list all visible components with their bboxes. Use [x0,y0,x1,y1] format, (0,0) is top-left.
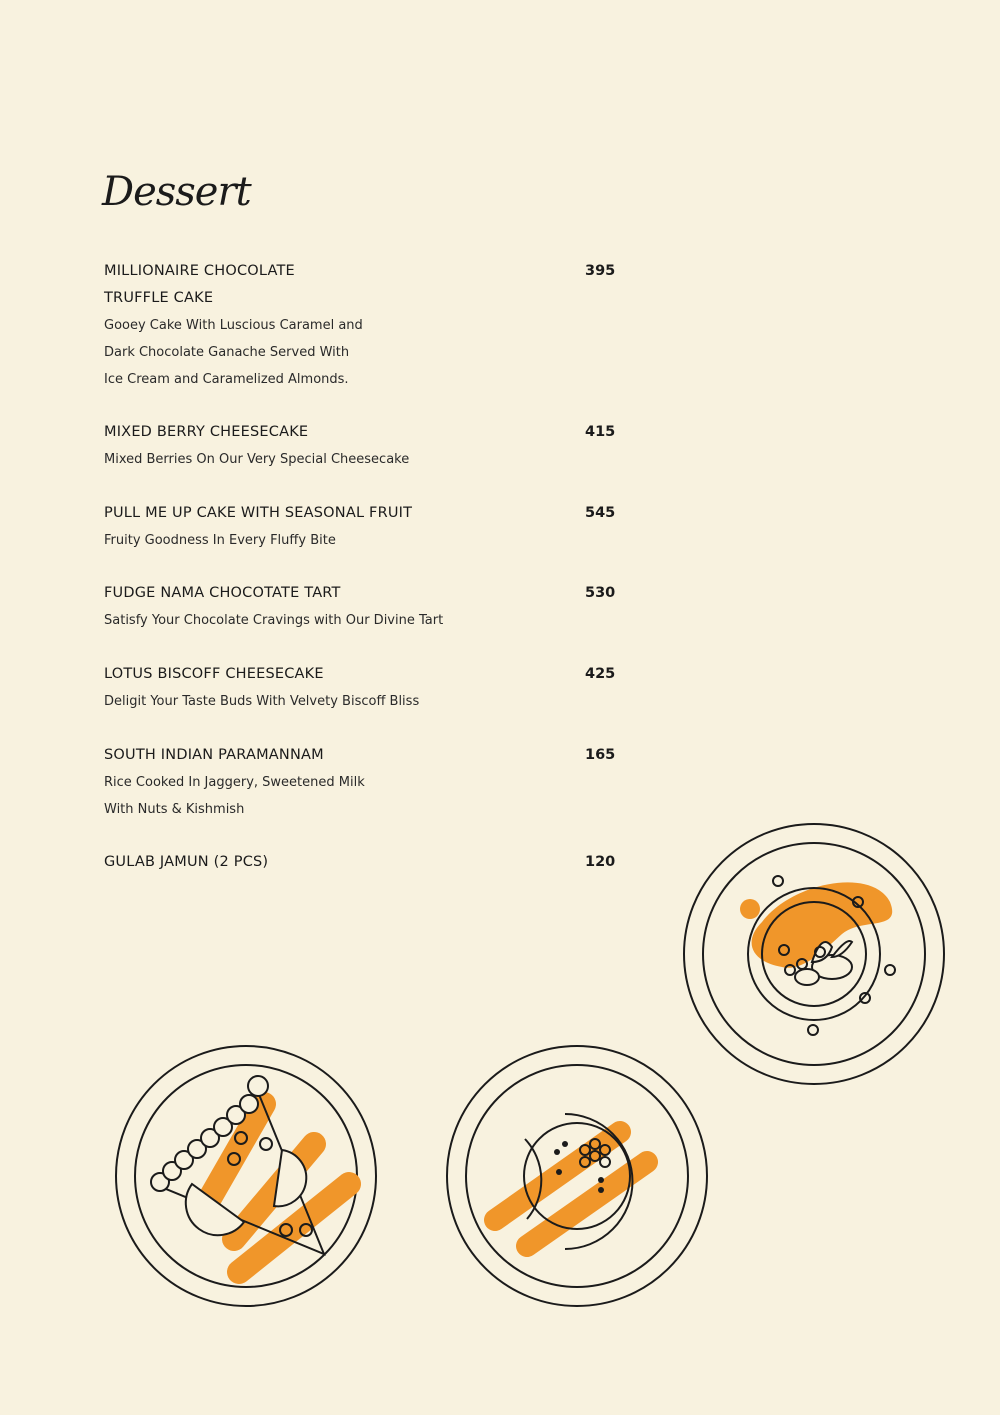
item-price: 165 [585,747,616,763]
item-name: MIXED BERRY CHEESECAKE [104,424,309,440]
item-description: Rice Cooked In Jaggery, Sweetened Milk With Nuts & Kishmish [104,775,365,817]
item-name: LOTUS BISCOFF CHEESECAKE [104,666,324,682]
item-name: MILLIONAIRE CHOCOLATE TRUFFLE CAKE [104,263,295,306]
item-name: FUDGE NAMA CHOCOTATE TART [104,585,341,601]
item-description: Deligit Your Taste Buds With Velvety Biscoff Bliss [104,694,420,709]
item-name: PULL ME UP CAKE WITH SEASONAL FRUIT [104,505,413,521]
item-description: Fruity Goodness In Every Fluffy Bite [104,533,336,548]
item-price: 545 [585,505,616,521]
menu-item [104,849,624,876]
dessert-plate-cheesecake-icon [682,822,946,1086]
item-price: 530 [585,585,616,601]
menu-item [104,258,624,393]
item-price: 425 [585,666,616,682]
item-name: GULAB JAMUN (2 PCS) [104,854,269,870]
menu-item [104,661,624,715]
menu-item [104,742,624,823]
menu-item [104,419,624,473]
dessert-plate-cake-slice-icon [114,1044,378,1308]
item-price: 395 [585,263,616,279]
item-name: SOUTH INDIAN PARAMANNAM [104,747,324,763]
menu-item [104,580,624,634]
item-price: 120 [585,854,616,870]
item-price: 415 [585,424,616,440]
item-description: Satisfy Your Chocolate Cravings with Our Divine Tart [104,613,444,628]
menu-item [104,500,624,554]
dessert-plate-tart-icon [445,1044,709,1308]
section-title: Dessert [102,169,251,215]
item-description: Gooey Cake With Luscious Caramel and Dark Chocolate Ganache Served With Ice Cream and Caramelized Almonds. [104,318,363,387]
item-description: Mixed Berries On Our Very Special Cheesecake [104,452,410,467]
